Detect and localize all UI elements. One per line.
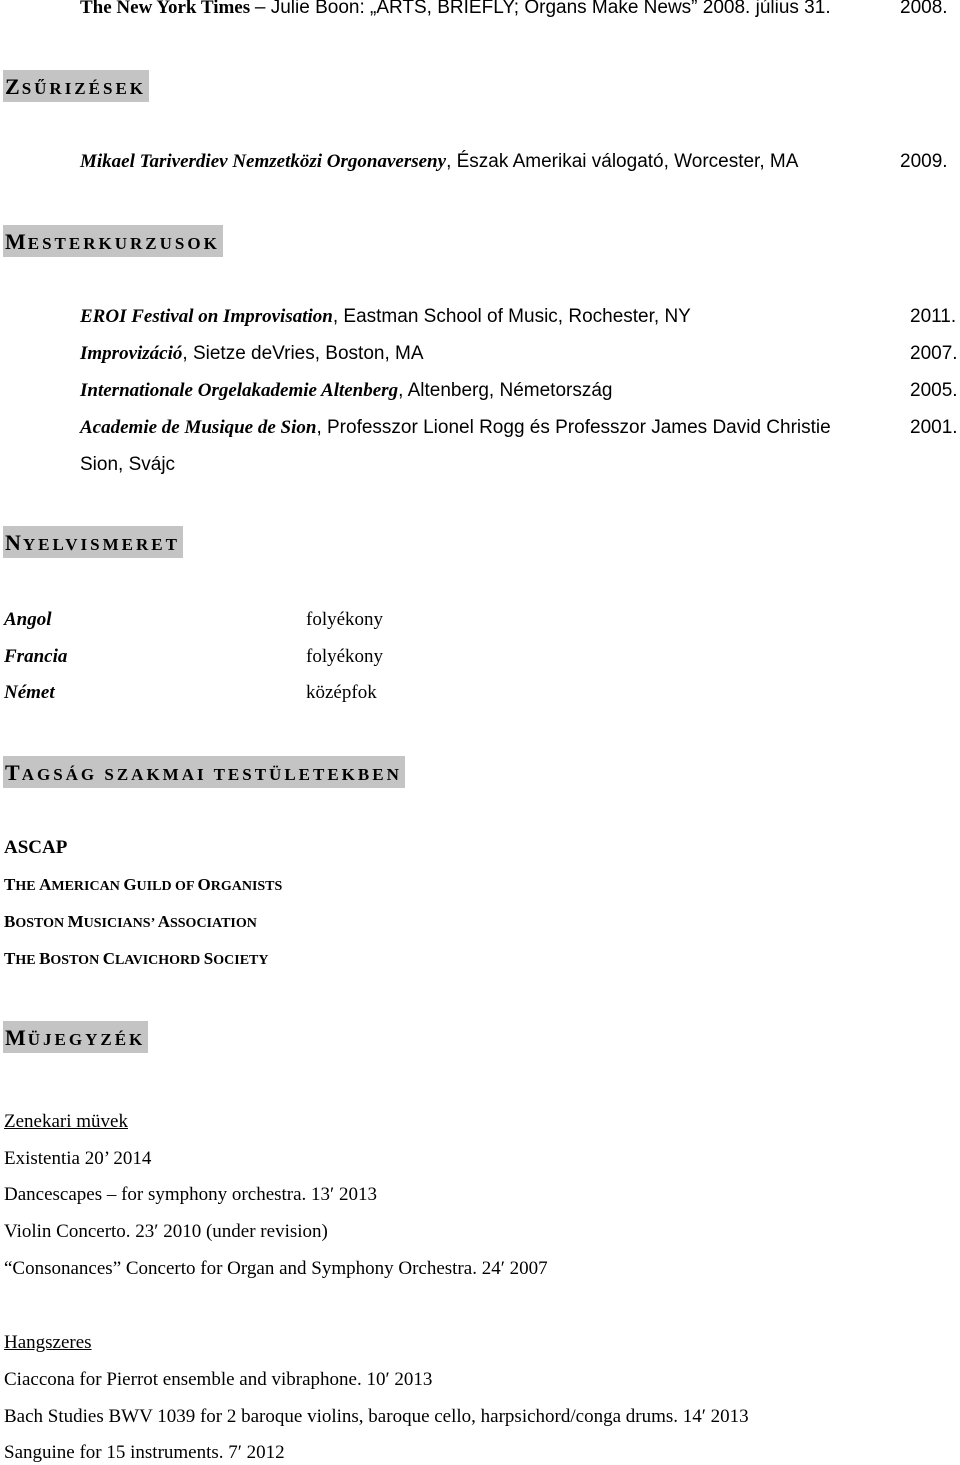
press-text: – Julie Boon: „ARTS, BRIEFLY; Organs Make News” 2008. július 31. — [254, 0, 831, 18]
membership-ascap: ASCAP — [4, 837, 68, 858]
jury-year: 2009. — [900, 151, 948, 172]
work-item: Existentia 20’ 2014 — [4, 1148, 152, 1169]
masterclass-location: Sion, Svájc — [80, 454, 176, 475]
press-line — [80, 0, 831, 19]
section-heading-masterclasses: MESTERKURZUSOK — [3, 225, 223, 257]
section-heading-languages: NYELVISMERET — [3, 526, 183, 558]
works-orchestral-heading: Zenekari müvek — [4, 1111, 128, 1132]
works-instrumental-heading: Hangszeres — [4, 1332, 92, 1353]
work-item: Violin Concerto. 23′ 2010 (under revision) — [4, 1221, 328, 1242]
work-item: Dancescapes – for symphony orchestra. 13′ 2013 — [4, 1184, 377, 1205]
language-level: folyékony — [306, 646, 384, 667]
language-name: Francia — [4, 646, 68, 667]
section-heading-memberships: TAGSÁG SZAKMAI TESTÜLETEKBEN — [3, 756, 405, 788]
membership-bma: BOSTON MUSICIANS’ ASSOCIATION — [4, 912, 257, 931]
masterclass-item: Academie de Musique de Sion, Professzor Lionel Rogg és Professzor James David Christie — [80, 417, 831, 438]
masterclass-year: 2005. — [910, 380, 958, 401]
work-item: “Consonances” Concerto for Organ and Symphony Orchestra. 24′ 2007 — [4, 1258, 548, 1279]
masterclass-year: 2001. — [910, 417, 958, 438]
work-item: Sanguine for 15 instruments. 7′ 2012 — [4, 1442, 285, 1463]
masterclass-year: 2007. — [910, 343, 958, 364]
membership-ago: THE AMERICAN GUILD OF ORGANISTS — [4, 875, 283, 894]
masterclass-year: 2011. — [910, 306, 957, 327]
work-item: Bach Studies BWV 1039 for 2 baroque violins, baroque cello, harpsichord/conga drums. 14′ 2013 — [4, 1406, 749, 1427]
section-heading-juries: ZSŰRIZÉSEK — [3, 70, 149, 102]
masterclass-item: Improvizáció, Sietze deVries, Boston, MA — [80, 343, 424, 364]
membership-bcs: THE BOSTON CLAVICHORD SOCIETY — [4, 949, 269, 968]
jury-item: Mikael Tariverdiev Nemzetközi Orgonaverseny, Észak Amerikai válogató, Worcester, MA — [80, 151, 799, 172]
work-item: Ciaccona for Pierrot ensemble and vibraphone. 10′ 2013 — [4, 1369, 433, 1390]
language-name: Német — [4, 682, 55, 703]
section-heading-works: MÜJEGYZÉK — [3, 1021, 148, 1053]
masterclass-item: EROI Festival on Improvisation, Eastman School of Music, Rochester, NY — [80, 306, 691, 327]
language-name: Angol — [4, 609, 52, 630]
masterclass-item: Internationale Orgelakademie Altenberg, Altenberg, Németország — [80, 380, 613, 401]
press-year: 2008. — [900, 0, 948, 18]
language-level: középfok — [306, 682, 377, 703]
language-level: folyékony — [306, 609, 384, 630]
press-outlet: The New York Times — [80, 0, 251, 18]
